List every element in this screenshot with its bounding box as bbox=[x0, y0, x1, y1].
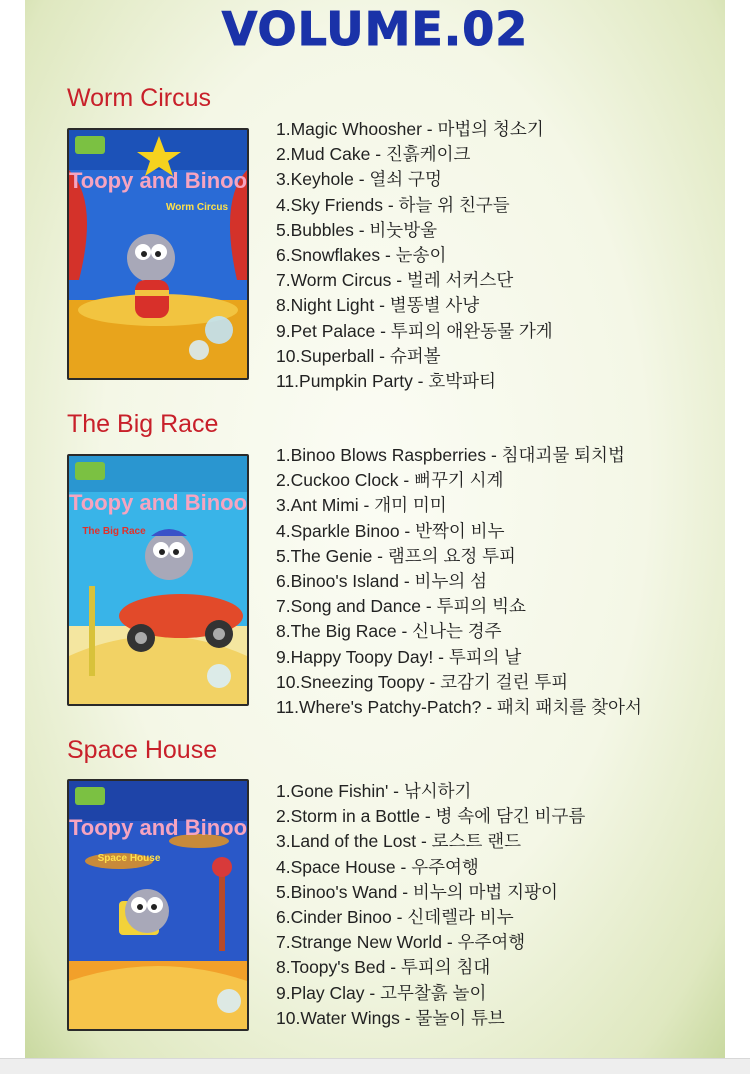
list-item: 7.Strange New World - 우주여행 bbox=[276, 932, 526, 953]
list-item: 5.Bubbles - 비눗방울 bbox=[276, 219, 438, 240]
dvd-cover-space-house[interactable] bbox=[67, 779, 249, 1031]
list-item: 3.Keyhole - 열쇠 구멍 bbox=[276, 169, 442, 190]
list-item: 7.Worm Circus - 벌레 서커스단 bbox=[276, 270, 514, 291]
list-item: 3.Land of the Lost - 로스트 랜드 bbox=[276, 831, 522, 852]
list-item: 11.Pumpkin Party - 호박파티 bbox=[276, 370, 496, 391]
episode-list-worm-circus bbox=[276, 117, 553, 394]
section-title-the-big-race: The Big Race bbox=[67, 410, 219, 438]
list-item: 1.Magic Whoosher - 마법의 청소기 bbox=[276, 119, 544, 139]
list-item: 1.Gone Fishin' - 낚시하기 bbox=[276, 781, 472, 801]
cover-art bbox=[69, 781, 247, 1029]
cover-logo: Toopy and Binoo bbox=[69, 815, 247, 840]
volume-title: VOLUME.02 bbox=[221, 2, 529, 56]
cover-art bbox=[69, 456, 247, 704]
cover-subtitle: The Big Race bbox=[82, 526, 146, 537]
list-item: 10.Sneezing Toopy - 코감기 걸린 투피 bbox=[276, 671, 569, 692]
list-item: 8.Night Light - 별똥별 사냥 bbox=[276, 295, 480, 316]
list-item: 2.Cuckoo Clock - 뻐꾸기 시계 bbox=[276, 470, 504, 491]
list-item: 10.Superball - 슈퍼볼 bbox=[276, 345, 441, 366]
list-item: 4.Space House - 우주여행 bbox=[276, 856, 479, 877]
list-item: 4.Sparkle Binoo - 반짝이 비누 bbox=[276, 520, 505, 541]
section-title-worm-circus: Worm Circus bbox=[67, 84, 211, 112]
bottom-bar bbox=[0, 1058, 750, 1074]
cover-art bbox=[69, 130, 247, 378]
list-item: 9.Pet Palace - 투피의 애완동물 가게 bbox=[276, 320, 553, 341]
list-item: 4.Sky Friends - 하늘 위 친구들 bbox=[276, 194, 510, 215]
list-item: 8.The Big Race - 신나는 경주 bbox=[276, 621, 502, 642]
list-item: 9.Play Clay - 고무찰흙 놀이 bbox=[276, 982, 487, 1003]
episode-list-space-house bbox=[276, 779, 585, 1031]
list-item: 11.Where's Patchy-Patch? - 패치 패치를 찾아서 bbox=[276, 696, 642, 717]
list-item: 6.Binoo's Island - 비누의 섬 bbox=[276, 570, 488, 591]
list-item: 2.Storm in a Bottle - 병 속에 담긴 비구름 bbox=[276, 806, 586, 827]
cover-subtitle: Worm Circus bbox=[165, 202, 229, 213]
list-item: 9.Happy Toopy Day! - 투피의 날 bbox=[276, 646, 522, 667]
list-item: 6.Cinder Binoo - 신데렐라 비누 bbox=[276, 906, 514, 927]
list-item: 5.The Genie - 램프의 요정 투피 bbox=[276, 545, 516, 566]
list-item: 6.Snowflakes - 눈송이 bbox=[276, 244, 447, 265]
list-item: 2.Mud Cake - 진흙케이크 bbox=[276, 144, 471, 165]
list-item: 10.Water Wings - 물놀이 튜브 bbox=[276, 1007, 505, 1028]
episode-list-the-big-race bbox=[276, 443, 642, 720]
list-item: 5.Binoo's Wand - 비누의 마법 지팡이 bbox=[276, 881, 558, 902]
list-item: 8.Toopy's Bed - 투피의 침대 bbox=[276, 957, 491, 978]
cover-logo: Toopy and Binoo bbox=[69, 168, 247, 193]
dvd-cover-worm-circus[interactable] bbox=[67, 128, 249, 380]
cover-subtitle: Space House bbox=[97, 853, 161, 864]
list-item: 7.Song and Dance - 투피의 빅쇼 bbox=[276, 596, 526, 617]
section-title-space-house: Space House bbox=[67, 736, 218, 764]
dvd-cover-the-big-race[interactable] bbox=[67, 454, 249, 706]
cover-logo: Toopy and Binoo bbox=[69, 490, 247, 515]
list-item: 3.Ant Mimi - 개미 미미 bbox=[276, 495, 447, 516]
list-item: 1.Binoo Blows Raspberries - 침대괴물 퇴치법 bbox=[276, 445, 625, 465]
